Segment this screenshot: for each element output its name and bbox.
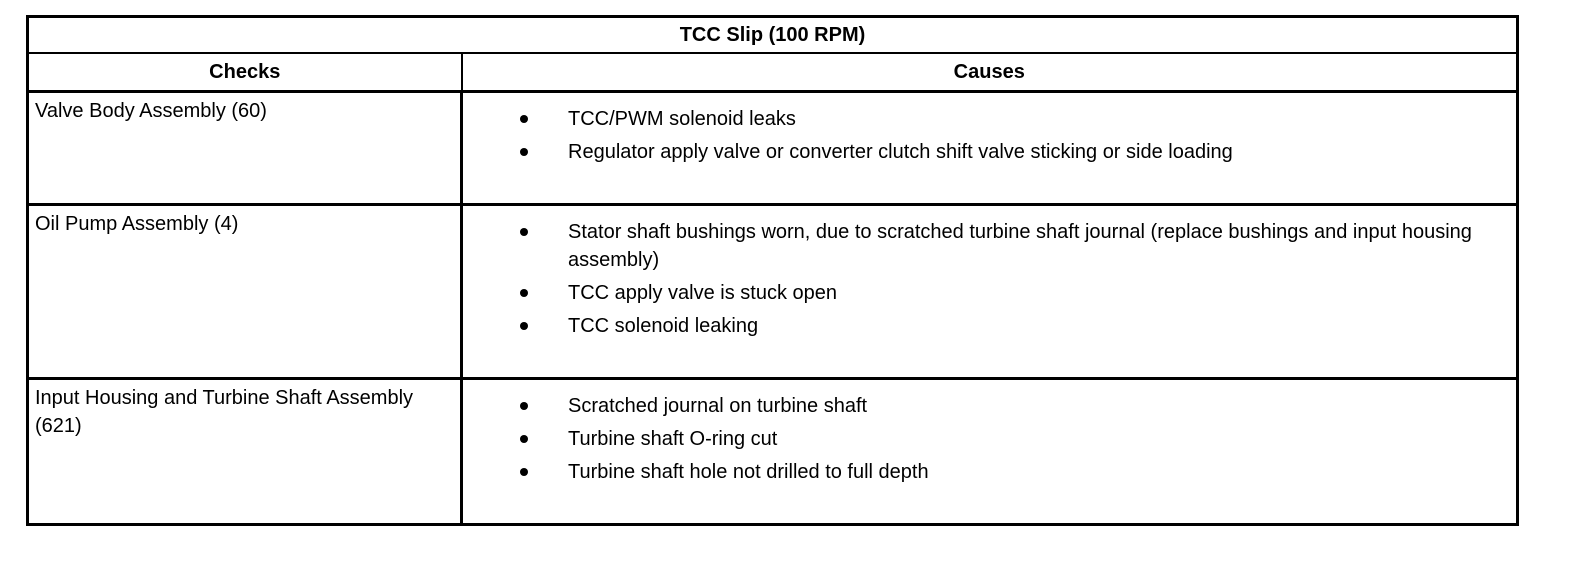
cause-item [463, 218, 1496, 274]
causes-cell [462, 205, 1518, 379]
table-row [28, 92, 1518, 205]
cause-item [463, 425, 1496, 453]
bullet-icon [520, 289, 528, 297]
causes-cell [462, 92, 1518, 205]
cause-text: TCC solenoid leaking [568, 315, 759, 337]
cause-text: Regulator apply valve or converter clutch shift valve sticking or side loading [568, 141, 1233, 163]
cause-list [463, 392, 1496, 486]
header-row [28, 53, 1518, 92]
cause-text: TCC/PWM solenoid leaks [568, 108, 796, 130]
check-cell: Oil Pump Assembly (4) [28, 205, 462, 379]
diagnostic-table [26, 15, 1519, 526]
bullet-icon [520, 435, 528, 443]
title-row [28, 17, 1518, 54]
cause-text: TCC apply valve is stuck open [568, 282, 838, 304]
causes-header: Causes [462, 53, 1518, 92]
table-row [28, 379, 1518, 525]
cause-item [463, 138, 1496, 166]
table-row [28, 205, 1518, 379]
cause-text: Turbine shaft O-ring cut [568, 428, 778, 450]
bullet-icon [520, 228, 528, 236]
bullet-icon [520, 115, 528, 123]
cause-list [463, 105, 1496, 166]
cause-item [463, 105, 1496, 133]
bullet-icon [520, 402, 528, 410]
cause-item [463, 458, 1496, 486]
cause-text: Stator shaft bushings worn, due to scratched turbine shaft journal (replace bushings and input housing assembly) [568, 221, 1472, 271]
bullet-icon [520, 468, 528, 476]
cause-text: Scratched journal on turbine shaft [568, 395, 868, 417]
check-cell: Input Housing and Turbine Shaft Assembly (621) [28, 379, 462, 525]
cause-list [463, 218, 1496, 340]
cause-item [463, 312, 1496, 340]
bullet-icon [520, 148, 528, 156]
cause-text: Turbine shaft hole not drilled to full depth [568, 461, 929, 483]
check-cell: Valve Body Assembly (60) [28, 92, 462, 205]
checks-header: Checks [28, 53, 462, 92]
causes-cell [462, 379, 1518, 525]
table-title: TCC Slip (100 RPM) [28, 17, 1518, 54]
cause-item [463, 279, 1496, 307]
bullet-icon [520, 322, 528, 330]
cause-item [463, 392, 1496, 420]
